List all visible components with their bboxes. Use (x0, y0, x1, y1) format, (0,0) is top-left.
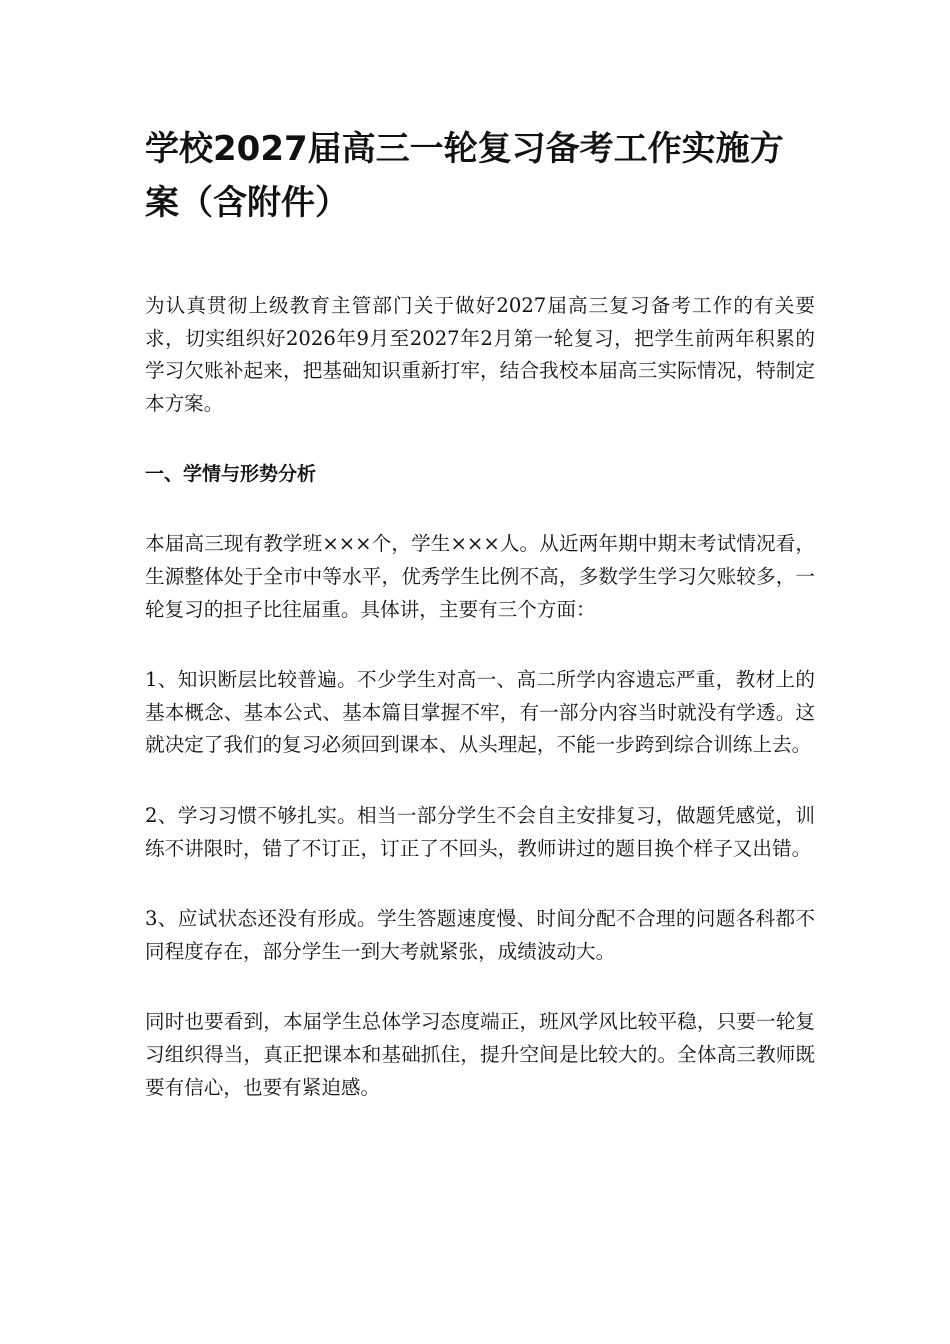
point-paragraph-1: 1、知识断层比较普遍。不少学生对高一、高二所学内容遗忘严重，教材上的基本概念、基本公式、基本篇目掌握不牢，有一部分内容当时就没有学透。这就决定了我们的复习必须回到课本、从头理起，不能一步跨到综合训练上去。 (145, 668, 815, 757)
section-heading: 一、学情与形势分析 (145, 463, 317, 486)
point-paragraph-2: 2、学习习惯不够扎实。相当一部分学生不会自主安排复习，做题凭感觉，训练不讲限时，错了不订正，订正了不回头，教师讲过的题目换个样子又出错。 (145, 803, 815, 860)
document-title: 学校2027届高三一轮复习备考工作实施方案（含附件） (145, 129, 784, 223)
section-paragraph: 本届高三现有教学班×××个，学生×××人。从近两年期中期末考试情况看，生源整体处于全市中等水平，优秀学生比例不高，多数学生学习欠账较多，一轮复习的担子比往届重。具体讲，主要有三个方面： (145, 532, 815, 621)
intro-paragraph: 为认真贯彻上级教育主管部门关于做好2027届高三复习备考工作的有关要求，切实组织好2026年9月至2027年2月第一轮复习，把学生前两年积累的学习欠账补起来，把基础知识重新打牢，结合我校本届高三实际情况，特制定本方案。 (145, 294, 815, 415)
point-paragraph-3: 3、应试状态还没有形成。学生答题速度慢、时间分配不合理的问题各科都不同程度存在，部分学生一到大考就紧张，成绩波动大。 (145, 907, 815, 963)
document-page (145, 122, 815, 1142)
closing-paragraph: 同时也要看到，本届学生总体学习态度端正，班风学风比较平稳，只要一轮复习组织得当，真正把课本和基础抓住，提升空间是比较大的。全体高三教师既要有信心，也要有紧迫感。 (145, 1010, 815, 1099)
